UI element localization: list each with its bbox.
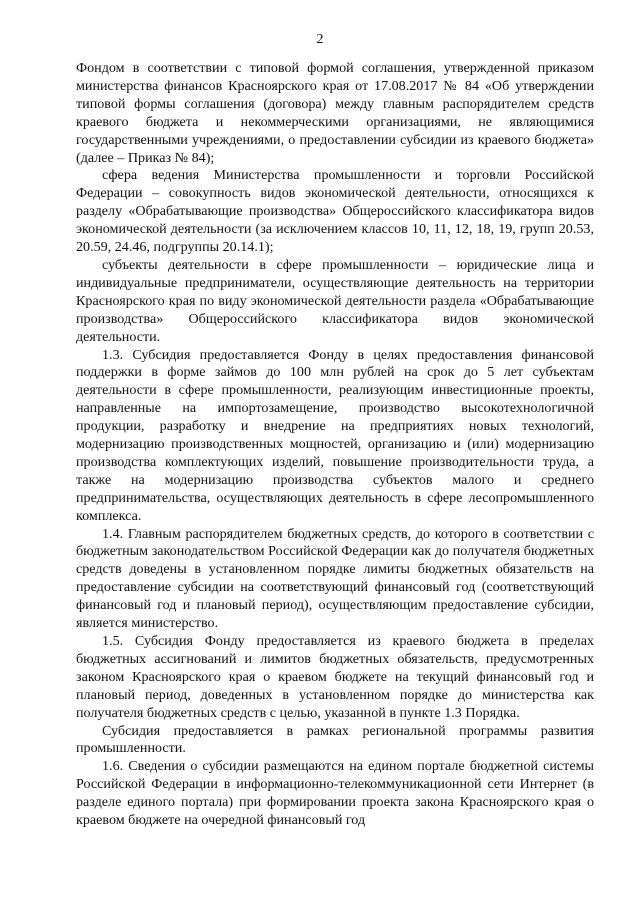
paragraph: 1.3. Субсидия предоставляется Фонду в целях предоставления финансовой поддержки в форме займов до 100 млн рублей на срок до 5 лет субъектам деятельности в сфере промышленности, реализующим инвестиционные проекты, направленные на импортозамещение, производство высокотехнологичной продукции, разработку и внедрение на предприятиях новых технологий, модернизацию производственных мощностей, организацию и (или) модернизацию производства комплектующих изделий, повышение производительности труда, а также на модернизацию производства субъектов малого и среднего предпринимательства, осуществляющих деятельность в сфере лесопромышленного комплекса. bbox=[76, 346, 594, 524]
paragraph: субъекты деятельности в сфере промышленности – юридические лица и индивидуальные предприниматели, осуществляющие деятельность на территории Красноярского края по виду экономической деятельности раздела «Обрабатывающие производства» Общероссийского классификатора видов экономической деятельности. bbox=[76, 256, 594, 345]
document-body bbox=[76, 60, 594, 830]
page-number: 2 bbox=[316, 32, 324, 47]
paragraph: 1.5. Субсидия Фонду предоставляется из краевого бюджета в пределах бюджетных ассигнований и лимитов бюджетных обязательств, предусмотренных законом Красноярского края о краевом бюджете на текущий финансовый год и плановый период, доведенных в установленном порядке до министерства как получателя бюджетных средств с целью, указанной в пункте 1.3 Порядка. bbox=[76, 633, 594, 721]
paragraph: 1.6. Сведения о субсидии размещаются на едином портале бюджетной системы Российской Федерации в информационно-телекоммуникационной сети Интернет (в разделе единого портала) при формировании проекта закона Красноярского края о краевом бюджете на очередной финансовый год bbox=[76, 758, 594, 829]
paragraph: 1.4. Главным распорядителем бюджетных средств, до которого в соответствии с бюджетным законодательством Российской Федерации как до получателя бюджетных средств доведены в установленном порядке лимиты бюджетных обязательств на предоставление субсидии на соответствующий финансовый год (соответствующий финансовый год и плановый период), осуществляющим предоставление субсидии, является министерство. bbox=[76, 525, 594, 632]
paragraph: Фондом в соответствии с типовой формой соглашения, утвержденной приказом министерства финансов Красноярского края от 17.08.2017 № 84 «Об утверждении типовой формы соглашения (договора) между главным распорядителем средств краевого бюджета и некоммерческими организациями, не являющимися государственными учреждениями, о предоставлении субсидии из краевого бюджета» (далее – Приказ № 84); bbox=[76, 60, 594, 166]
paragraph: Субсидия предоставляется в рамках региональной программы развития промышленности. bbox=[76, 722, 594, 757]
paragraph: сфера ведения Министерства промышленности и торговли Российской Федерации – совокупность видов экономической деятельности, относящихся к разделу «Обрабатывающие производства» Общероссийского классификатора видов экономической деятельности (за исключением классов 10, 11, 12, 18, 19, групп 20.53, 20.59, 24.46, подгруппы 20.14.1); bbox=[76, 167, 594, 256]
